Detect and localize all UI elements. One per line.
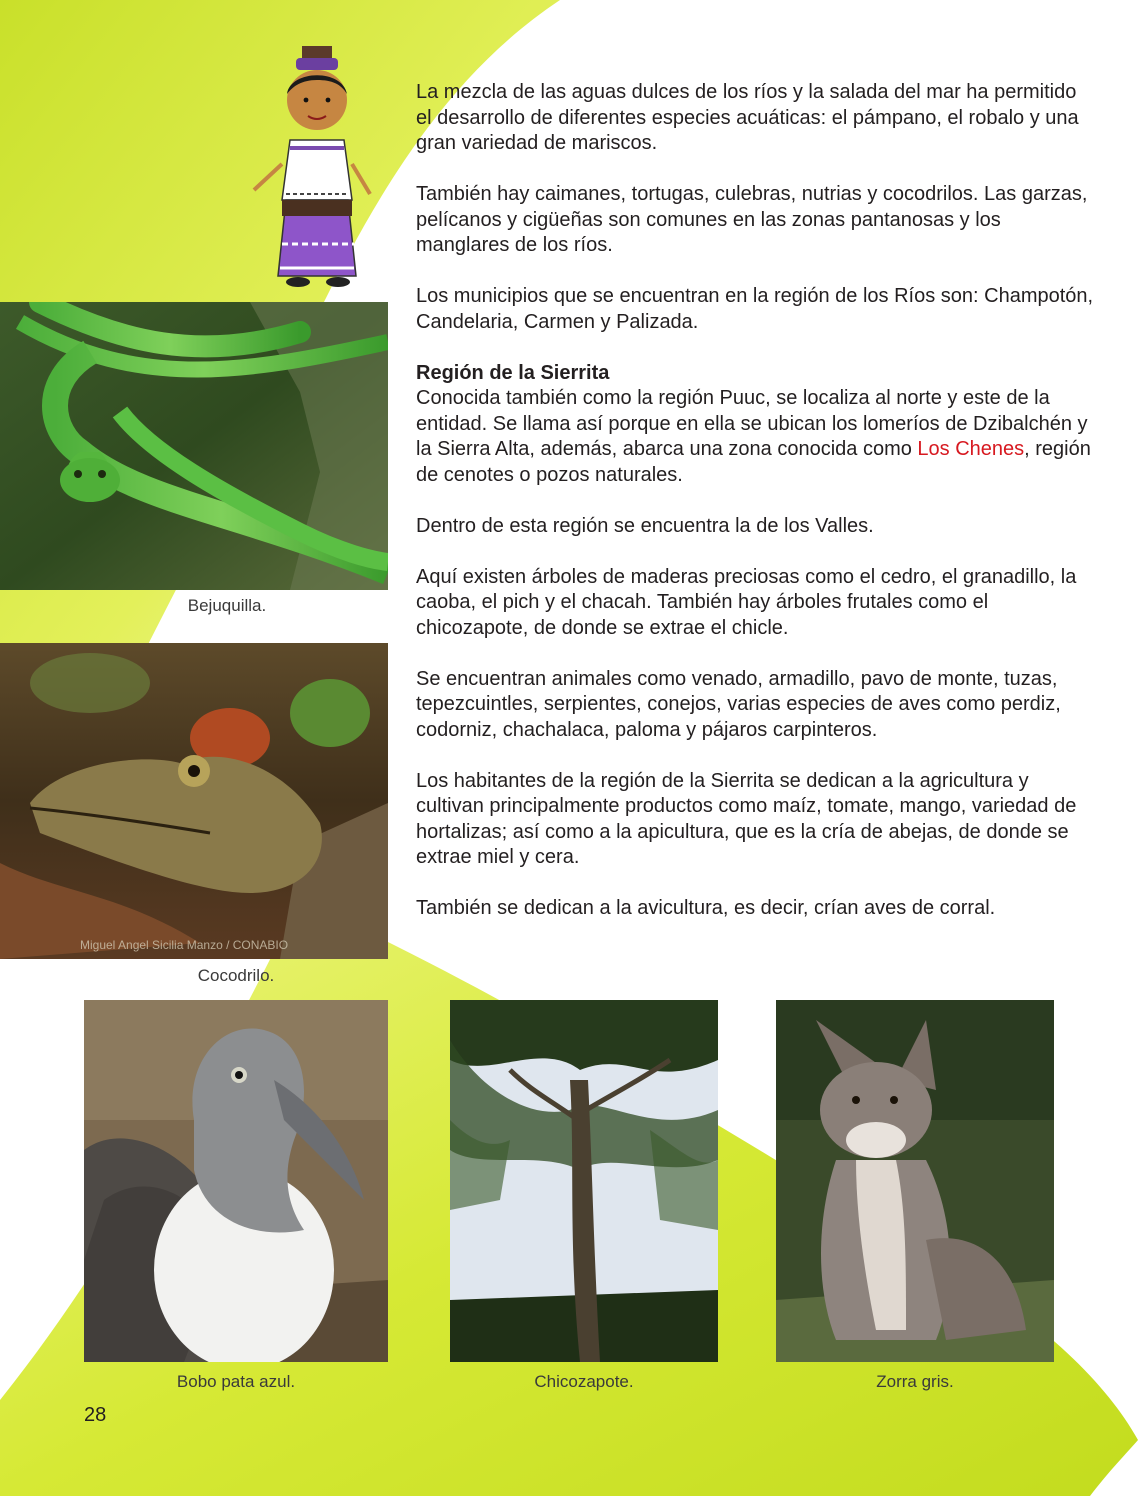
tree-photo (450, 1000, 718, 1362)
paragraph-municipalities: Los municipios que se encuentran en la región de los Ríos son: Champotón, Candelaria, Carmen y Palizada. (416, 285, 1094, 333)
tree-caption: Chicozapote. (534, 1372, 634, 1391)
fox-photo (776, 1000, 1054, 1362)
paragraph-reptiles-birds: También hay caimanes, tortugas, culebras, nutrias y cocodrilos. Las garzas, pelícanos y cigüeñas son comunes en las zonas pantanosas y los manglares de los ríos. (416, 183, 1088, 256)
crocodile-photo (0, 643, 388, 959)
booby-caption: Bobo pata azul. (176, 1372, 296, 1391)
section-heading: Región de la Sierrita (416, 361, 610, 384)
snake-photo (0, 302, 388, 590)
paragraph-trees: Aquí existen árboles de maderas preciosas como el cedro, el granadillo, la caoba, el pich y el chacah. También hay árboles frutales como el chicozapote, de donde se extrae el chicle. (416, 565, 1077, 639)
sierrita-text-start: Conocida también como la región Puuc, se localiza al norte y este de la entidad. Se llama así porque en ella se ubican los lomeríos de Dzibalchén y la Sierra Alta, además, abarca una zona conocida como (416, 387, 1088, 460)
mascot-girl-illustration (246, 44, 378, 292)
page-number: 28 (84, 1404, 107, 1426)
crocodile-caption: Cocodrilo. (197, 966, 275, 985)
text-column (416, 80, 1096, 922)
paragraph-sierrita (416, 361, 1096, 489)
paragraph-aquatic-species: La mezcla de las aguas dulces de los ríos y la salada del mar ha permitido el desarrollo de diferentes especies acuáticas: el pámpano, el robalo y una gran variedad de mariscos. (416, 81, 1079, 154)
booby-photo (84, 1000, 388, 1362)
paragraph-poultry: También se dedican a la avicultura, es decir, crían aves de corral. (416, 897, 996, 919)
paragraph-animals: Se encuentran animales como venado, armadillo, pavo de monte, tuzas, tepezcuintles, serpientes, conejos, varias especies de aves como perdiz, codorniz, chachalaca, paloma y pájaros carpinteros. (416, 667, 1061, 741)
snake-caption: Bejuquilla. (187, 596, 267, 615)
sierrita-text-end: , región de cenotes o pozos naturales. (416, 438, 1091, 486)
photo-watermark: Miguel Angel Sicilia Manzo / CONABIO (80, 938, 289, 952)
fox-caption: Zorra gris. (876, 1372, 954, 1391)
paragraph-agriculture: Los habitantes de la región de la Sierrita se dedican a la agricultura y cultivan principalmente productos como maíz, tomate, mango, variedad de hortalizas; así como a la apicultura, que es la cría de abejas, de donde se extrae miel y cera. (416, 769, 1077, 868)
los-chenes-link[interactable]: Los Chenes (917, 438, 1025, 460)
paragraph-valles: Dentro de esta región se encuentra la de los Valles. (416, 514, 874, 537)
